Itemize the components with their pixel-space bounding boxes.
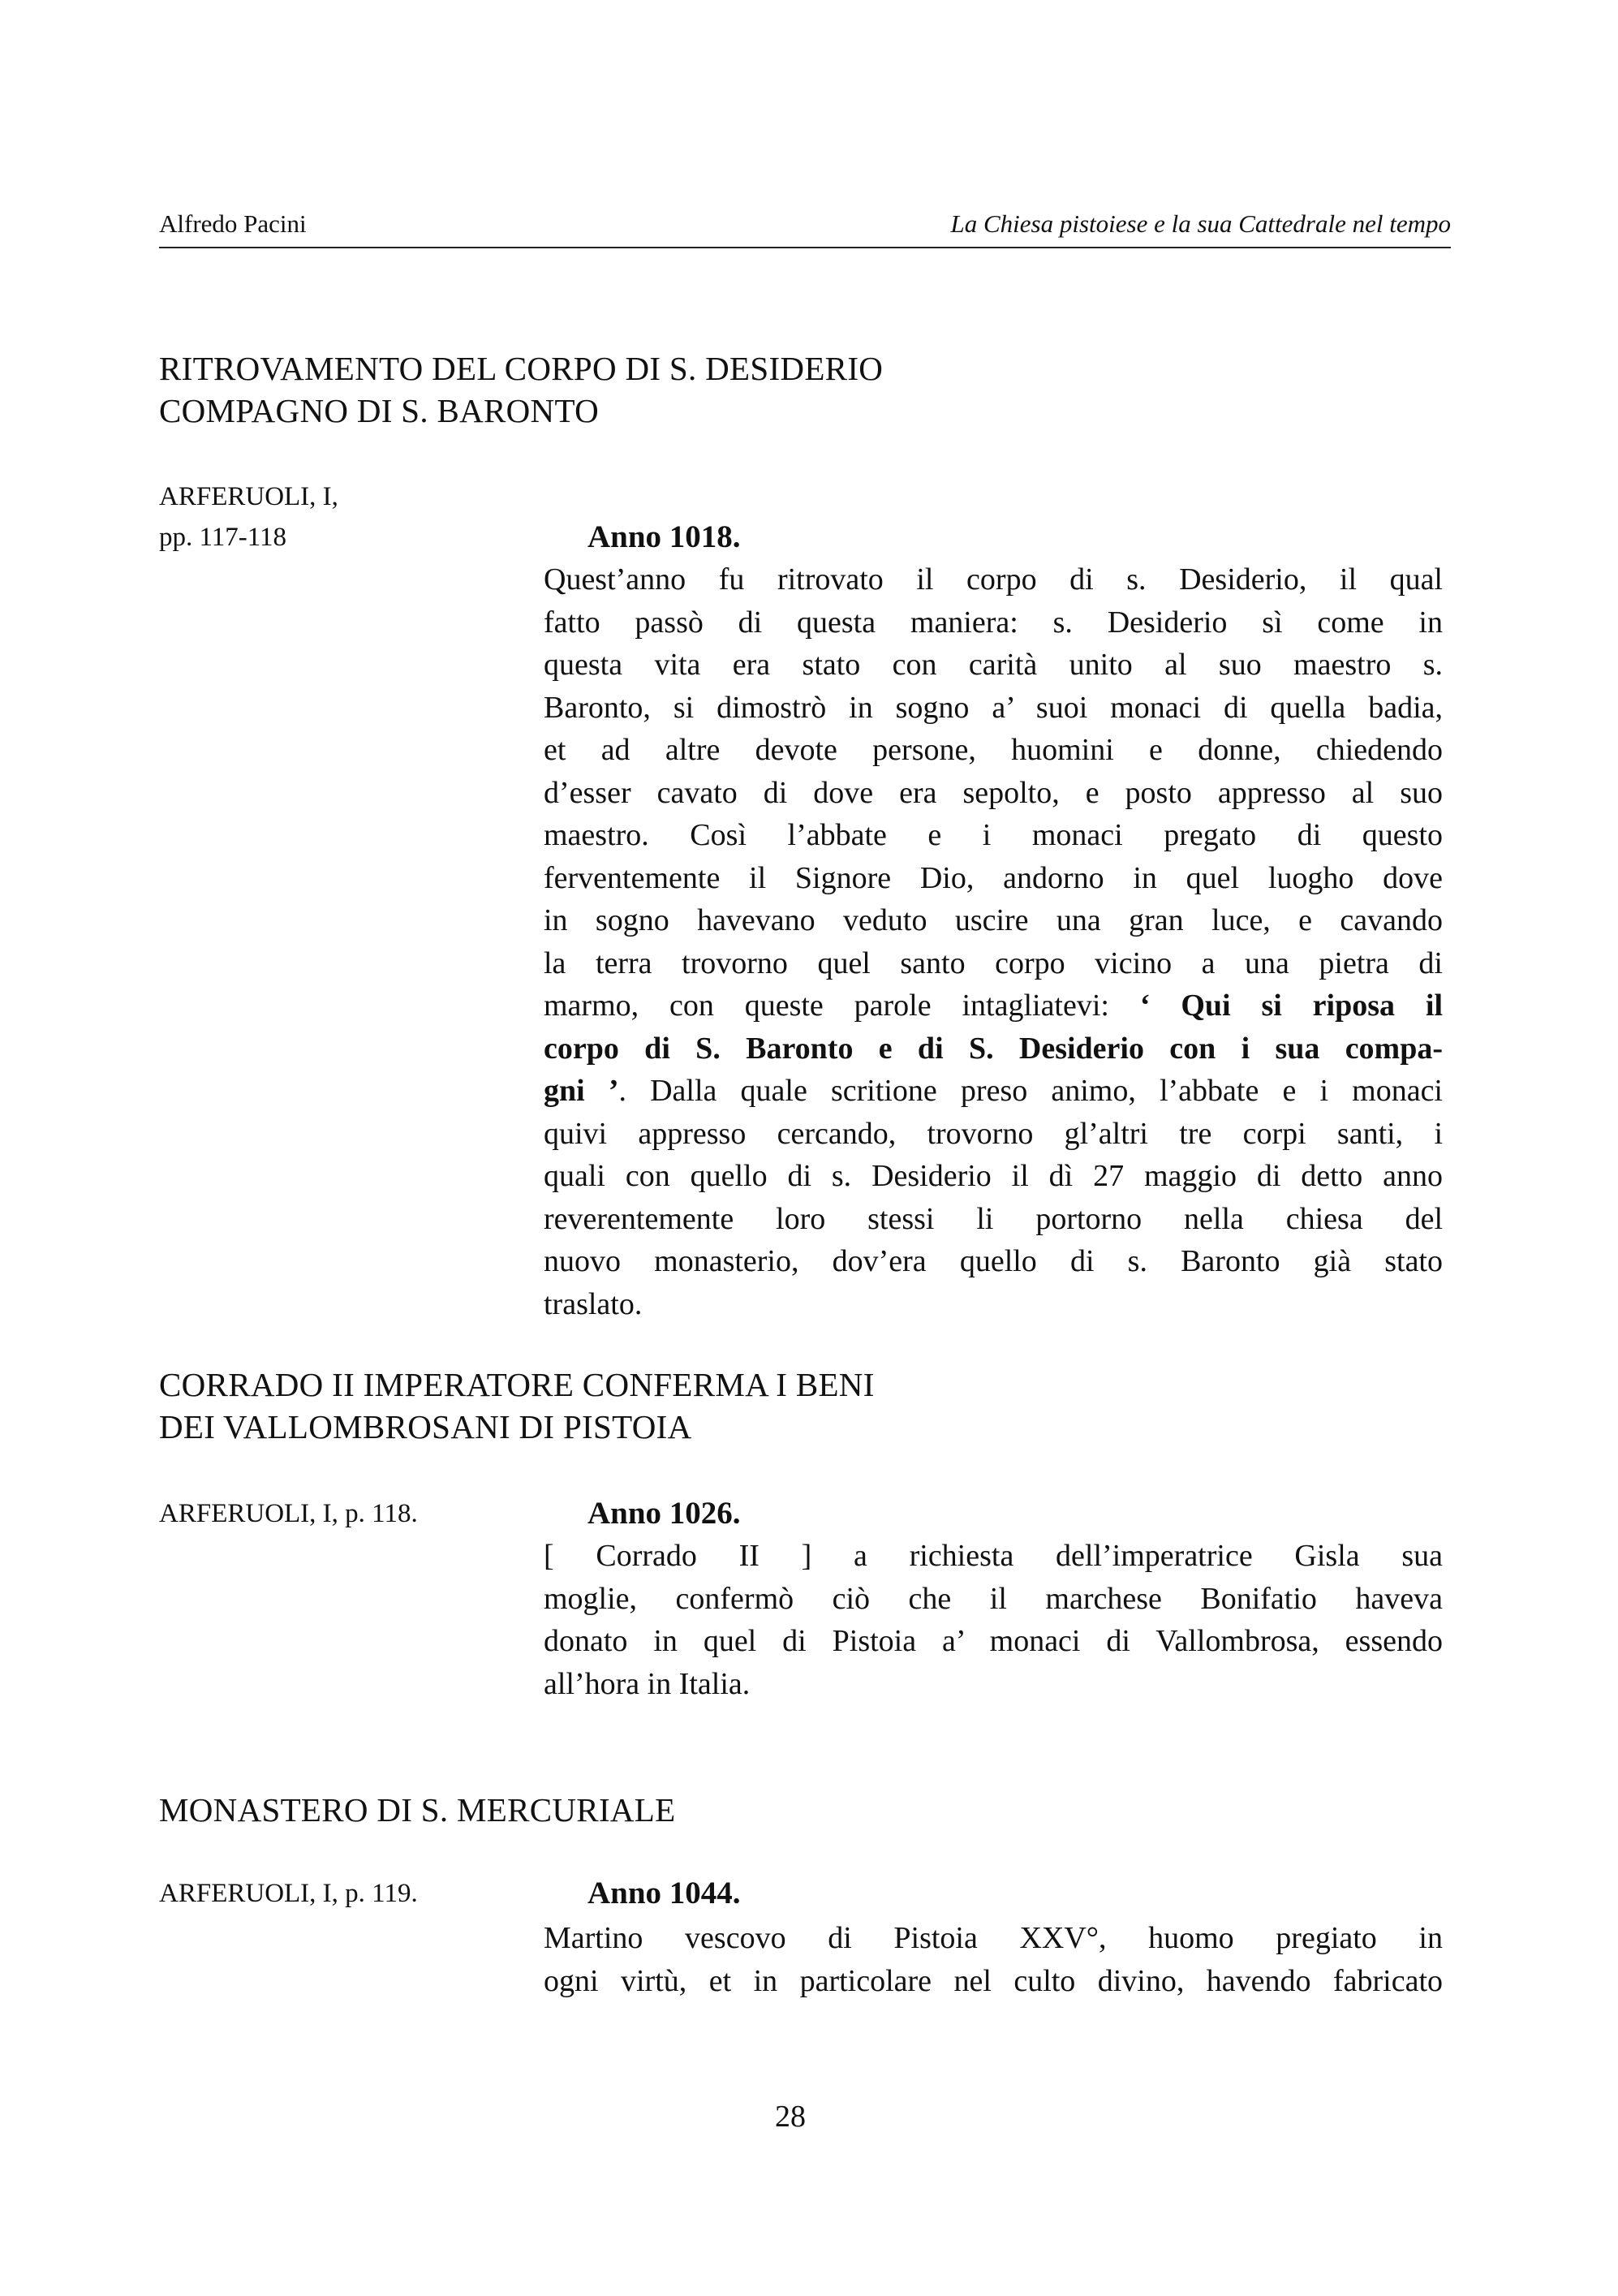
text-line: quali con quello di s. Desiderio il dì 27 maggio di detto anno [544,1159,1443,1193]
text-line: ferventemente il Signore Dio, andorno in quel luogho dove [544,860,1443,895]
text-line: all’hora in Italia. [544,1666,751,1701]
text-line-quote [544,984,1443,1027]
quote-bold: ‘ Qui si riposa il [1139,989,1443,1023]
quote-bold-line: corpo di S. Baronto e di S. Desiderio con i sua compa- [544,1031,1443,1066]
text-line: in sogno havevano veduto uscire una gran luce, e cavando [544,903,1443,937]
text-line: traslato. [544,1286,643,1321]
source-reference [159,1493,418,1534]
source-line: ARFERUOLI, I, p. 118. [159,1499,418,1528]
text-line: Quest’anno fu ritrovato il corpo di s. Desiderio, il qual [544,562,1443,597]
entry-text [544,558,1443,1325]
entry-text [544,1917,1443,2002]
header-author: Alfredo Pacini [159,209,307,238]
source-line: ARFERUOLI, I, p. 119. [159,1879,418,1908]
text-line: Martino vescovo di Pistoia XXV°, huomo pregiato in [544,1921,1443,1955]
section-title-desiderio [159,347,883,432]
section-title-corrado [159,1363,875,1448]
text-line-quote-end [544,1070,1443,1113]
section-title-line: RITROVAMENTO DEL CORPO DI S. DESIDERIO [159,350,884,387]
running-header [159,205,1451,248]
section-title-line: MONASTERO DI S. MERCURIALE [159,1791,676,1829]
text-line: quivi appresso cercando, trovorno gl’altri tre corpi santi, i [544,1116,1443,1151]
text-line: reverentemente loro stessi li portorno nella chiesa del [544,1201,1443,1236]
year-heading: Anno 1026. [587,1496,741,1531]
source-line: pp. 117-118 [159,523,287,552]
entry-text [544,1535,1443,1705]
source-reference [159,476,338,558]
source-reference [159,1873,418,1914]
text-line: [ Corrado II ] a richiesta dell’imperatrice Gisla sua [544,1539,1443,1573]
section-title-line: DEI VALLOMBROSANI DI PISTOIA [159,1408,692,1445]
text-line: donato in quel di Pistoia a’ monaci di Vallombrosa, essendo [544,1624,1443,1658]
text-plain: marmo, con queste parole intagliatevi: [544,989,1140,1023]
text-line: d’esser cavato di dove era sepolto, e posto appresso al suo [544,775,1443,810]
text-line: moglie, confermò ciò che il marchese Bonifatio haveva [544,1581,1443,1616]
text-line: questa vita era stato con carità unito al suo maestro s. [544,648,1443,682]
year-heading: Anno 1044. [587,1876,741,1910]
quote-bold: gni ’ [544,1074,619,1108]
year-heading: Anno 1018. [587,519,741,554]
text-line: Baronto, si dimostrò in sogno a’ suoi monaci di quella badia, [544,690,1443,725]
text-line: ogni virtù, et in particolare nel culto divino, havendo fabricato [544,1963,1443,1998]
text-line: la terra trovorno quel santo corpo vicino a una pietra di [544,946,1443,980]
text-line: fatto passò di questa maniera: s. Desiderio sì come in [544,605,1443,640]
page-number: 28 [775,2100,806,2134]
section-title-mercuriale [159,1789,676,1831]
section-title-line: COMPAGNO DI S. BARONTO [159,392,599,429]
header-book-title: La Chiesa pistoiese e la sua Cattedrale nel tempo [950,209,1451,238]
section-title-line: CORRADO II IMPERATORE CONFERMA I BENI [159,1366,875,1403]
text-line: et ad altre devote persone, huomini e donne, chiedendo [544,733,1443,767]
text-line: maestro. Così l’abbate e i monaci pregato di questo [544,818,1443,852]
source-line: ARFERUOLI, I, [159,482,338,511]
text-plain: . Dalla quale scritione preso animo, l’abbate e i monaci [618,1074,1443,1108]
text-line: nuovo monasterio, dov’era quello di s. Baronto già stato [544,1244,1443,1278]
